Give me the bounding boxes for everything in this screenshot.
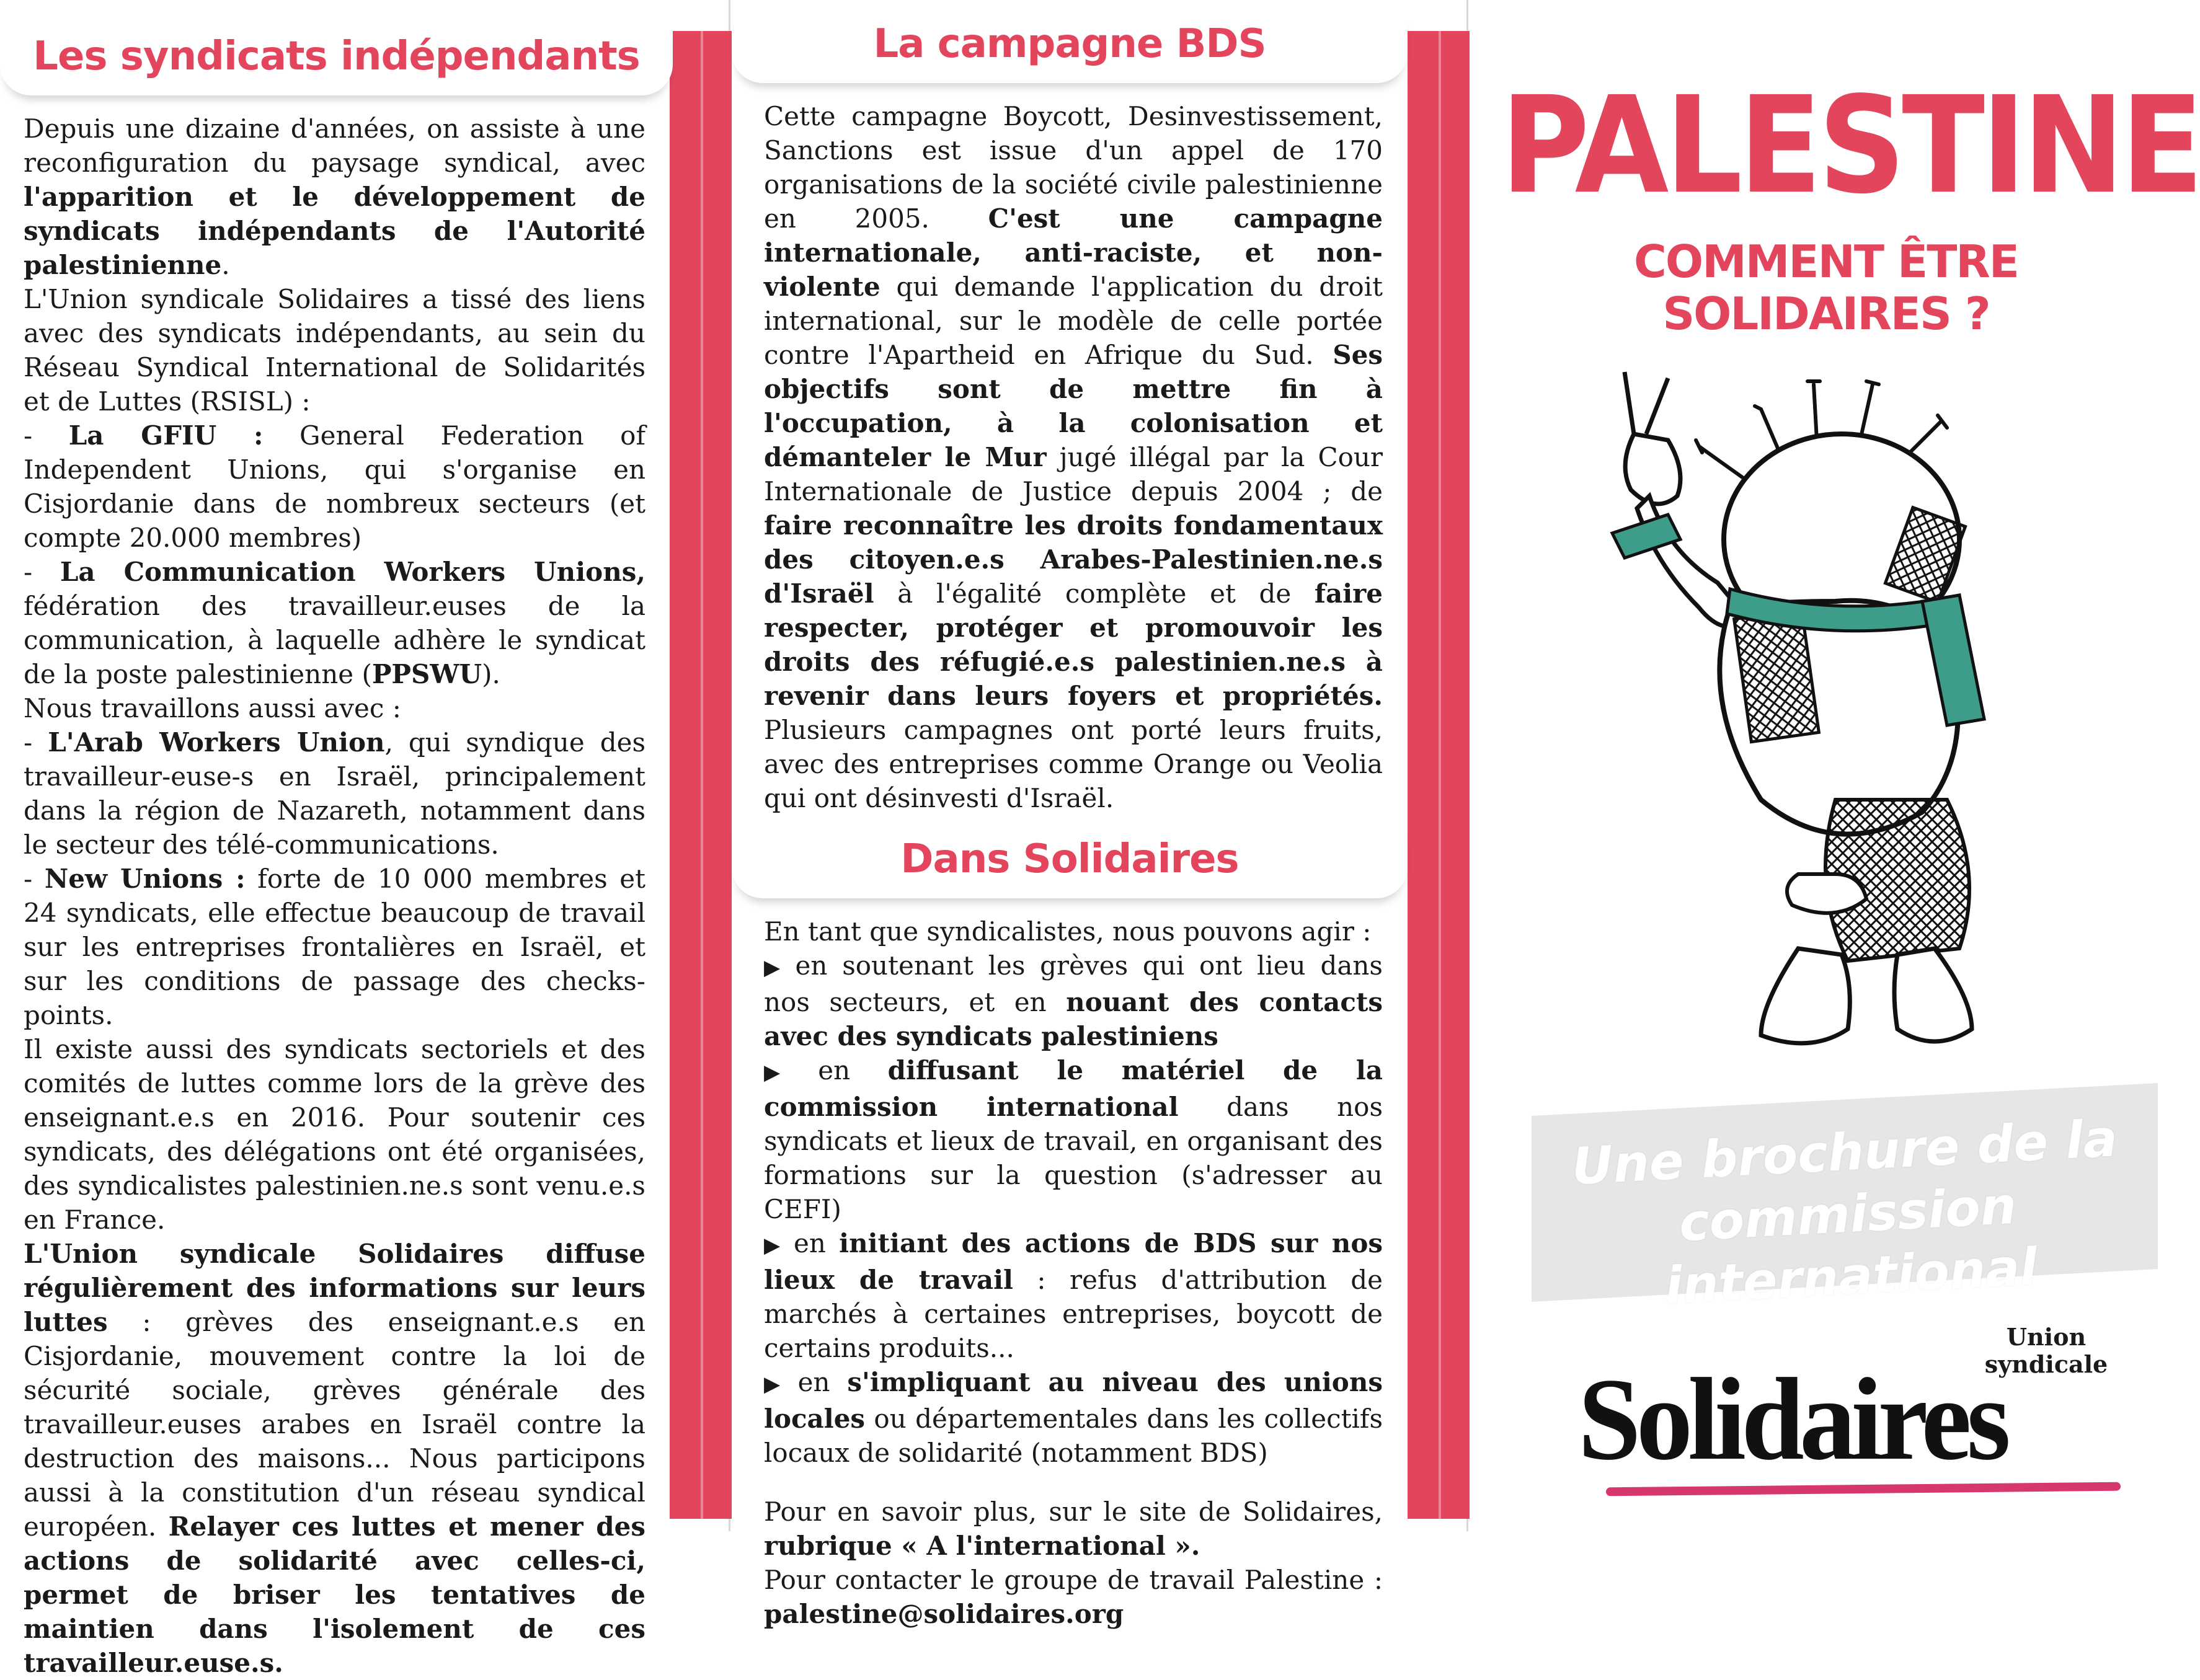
bold-run: Relayer ces luttes et mener des actions de solidarité avec celles-ci, permet de briser les tentatives de maintien dans l'isolement de ces travailleur.euse.s.	[24, 1511, 645, 1678]
list-item: ▶ en s'impliquant au niveau des unions locales ou départementales dans les collectifs locaux de solidarité (notamment BDS)	[764, 1367, 1383, 1468]
bold-run: faire respecter, protéger et promouvoir les droits des réfugié.e.s palestinien.ne.s à revenir dans leurs foyers et propriétés.	[764, 578, 1383, 711]
paragraph: - La Communication Workers Unions, fédération des travailleur.euses de la communication, à laquelle adhère le syndicat de la poste palestinienne (PPSWU).	[24, 557, 645, 689]
red-divider-band	[1408, 31, 1470, 1519]
paragraph: Cette campagne Boycott, Desinvestissement, Sanctions est issue d'un appel de 170 organisations de la société civile palestinienne en 2005. C'est une campagne internationale, anti-raciste, et non-violente qui demande l'application du droit international, sur le modèle de celle portée contre l'Apartheid en Afrique du Sud. Ses objectifs sont de mettre fin à l'occupation, à la colonisation et démanteler le Mur jugé illégal par la Cour Internationale de Justice depuis 2004 ; de faire reconnaître les droits fondamentaux des citoyen.e.s Arabes-Palestinien.ne.s d'Israël à l'égalité complète et de faire respecter, protéger et promouvoir les droits des réfugié.e.s palestinien.ne.s à revenir dans leurs foyers et propriétés. Plusieurs campagnes ont porté leurs fruits, avec des entreprises comme Orange ou Veolia qui ont désinvesti d'Israël.	[764, 101, 1383, 813]
bold-run: s'impliquant au niveau des unions locales	[764, 1367, 1383, 1434]
cover-panel	[1470, 0, 2200, 1531]
brochure-line-2: commission international	[1663, 1176, 2039, 1316]
list-item: ▶ en initiant des actions de BDS sur nos lieux de travail : refus d'attribution de marchés à certaines entreprises, boycott de certains produits...	[764, 1228, 1383, 1363]
contact-block	[764, 1495, 1383, 1631]
bold-run: New Unions :	[44, 864, 246, 894]
triangle-bullet-icon: ▶	[764, 955, 787, 980]
paragraph: - New Unions : forte de 10 000 membres et 24 syndicats, elle effectue beaucoup de travail sur les entreprises frontalières en Israël, et sur les conditions de passage des checks-points.	[24, 864, 645, 1030]
middle-panel	[732, 0, 1408, 1629]
bold-run: PPSWU	[371, 659, 482, 689]
cover-title: PALESTINE	[1501, 68, 2200, 224]
union-label-line-1: Union	[2006, 1323, 2087, 1351]
cover-subtitle: COMMENT ÊTRE SOLIDAIRES ?	[1634, 236, 2018, 340]
list-item: ▶ en soutenant les grèves qui ont lieu dans nos secteurs, et en nouant des contacts avec des syndicats palestiniens	[764, 950, 1383, 1051]
paragraph: Depuis une dizaine d'années, on assiste à une reconfiguration du paysage syndical, avec l'apparition et le développement de syndicats indépendants de l'Autorité palestinienne.	[24, 113, 645, 280]
triangle-bullet-icon: ▶	[764, 1060, 810, 1085]
paragraph: L'Union syndicale Solidaires a tissé des liens avec des syndicats indépendants, au sein du Réseau Syndical International de Solidarités et de Luttes (RSISL) :	[24, 284, 645, 417]
bold-run: diffusant le matériel de la commission international	[764, 1055, 1383, 1122]
union-label-line-2: syndicale	[1984, 1350, 2108, 1378]
bold-run: L'Arab Workers Union	[48, 727, 385, 758]
bold-run: faire reconnaître les droits fondamentaux des citoyen.e.s Arabes-Palestinien.ne.s d'Israël	[764, 510, 1383, 609]
bold-run: Ses objectifs sont de mettre fin à l'occupation, à la colonisation et démanteler le Mur	[764, 340, 1383, 472]
left-body-text	[0, 112, 673, 1680]
paragraph: - La GFIU : General Federation of Independent Unions, qui s'organise en Cisjordanie dans de nombreux secteurs (et compte 20.000 membres)	[24, 420, 646, 553]
actions-bullet-list	[764, 948, 1383, 1470]
actions-intro: En tant que syndicalistes, nous pouvons agir :	[764, 916, 1372, 947]
contact-line: Pour en savoir plus, sur le site de Solidaires, rubrique « A l'international ».	[764, 1497, 1383, 1561]
bold-run: rubrique « A l'international ».	[764, 1531, 1200, 1561]
paragraph: Il existe aussi des syndicats sectoriels et des comités de luttes comme lors de la grève des enseignant.e.s en 2016. Pour soutenir ces syndicats, des délégations ont été organisées, des syndicalistes palestinien.ne.s sont venu.e.s en France.	[24, 1034, 645, 1235]
section-heading-bds: La campagne BDS	[732, 12, 1408, 83]
triangle-bullet-icon: ▶	[764, 1372, 789, 1397]
paragraph: Nous travaillons aussi avec :	[24, 693, 401, 723]
triangle-bullet-icon: ▶	[764, 1233, 786, 1258]
bold-run: La GFIU :	[68, 420, 264, 451]
left-panel	[0, 0, 673, 1678]
bds-body-text	[732, 99, 1408, 815]
solidaires-logo: Solidaires	[1578, 1355, 2007, 1485]
brochure-caption	[1540, 1107, 2156, 1324]
bold-run: nouant des contacts avec des syndicats palestiniens	[764, 987, 1383, 1051]
actions-body-text	[732, 914, 1408, 1631]
bold-run: La Communication Workers Unions,	[60, 557, 645, 587]
paragraph: L'Union syndicale Solidaires diffuse régulièrement des informations sur leurs luttes : grèves des enseignant.e.s en Cisjordanie, mouvement contre la loi de sécurité sociale, grèves générale des travailleur.euses arabes en Israël contre la destruction des maisons... Nous participons aussi à la constitution d'un réseau syndical européen. Relayer ces luttes et mener des actions de solidarité avec celles-ci, permet de briser les tentatives de maintien dans l'isolement de ces travailleur.euse.s.	[24, 1239, 645, 1678]
bold-run: L'Union syndicale Solidaires diffuse régulièrement des informations sur leurs luttes	[24, 1239, 645, 1337]
brochure-line-1: Une brochure de la	[1570, 1109, 2119, 1197]
list-item: ▶ en diffusant le matériel de la commission international dans nos syndicats et lieux de travail, en organisant des formations sur la question (s'adresser au CEFI)	[764, 1055, 1383, 1224]
bold-run: initiant des actions de BDS sur nos lieux de travail	[764, 1228, 1383, 1295]
contact-line: Pour contacter le groupe de travail Palestine : palestine@solidaires.org	[764, 1565, 1383, 1629]
bold-run: palestine@solidaires.org	[764, 1599, 1124, 1629]
section-heading-in-solidaires: Dans Solidaires	[732, 828, 1408, 898]
bold-run: l'apparition et le développement de syndicats indépendants de l'Autorité palestinienne	[24, 182, 645, 280]
handala-character-icon	[1575, 329, 2121, 1072]
section-heading-independent-unions: Les syndicats indépendants	[0, 25, 673, 95]
red-divider-band	[670, 31, 732, 1519]
paragraph: - L'Arab Workers Union, qui syndique des travailleur-euse-s en Israël, principalement dans la région de Nazareth, notamment dans le secteur des télé-communications.	[24, 727, 645, 860]
bold-run: C'est une campagne internationale, anti-raciste, et non-violente	[764, 203, 1383, 302]
